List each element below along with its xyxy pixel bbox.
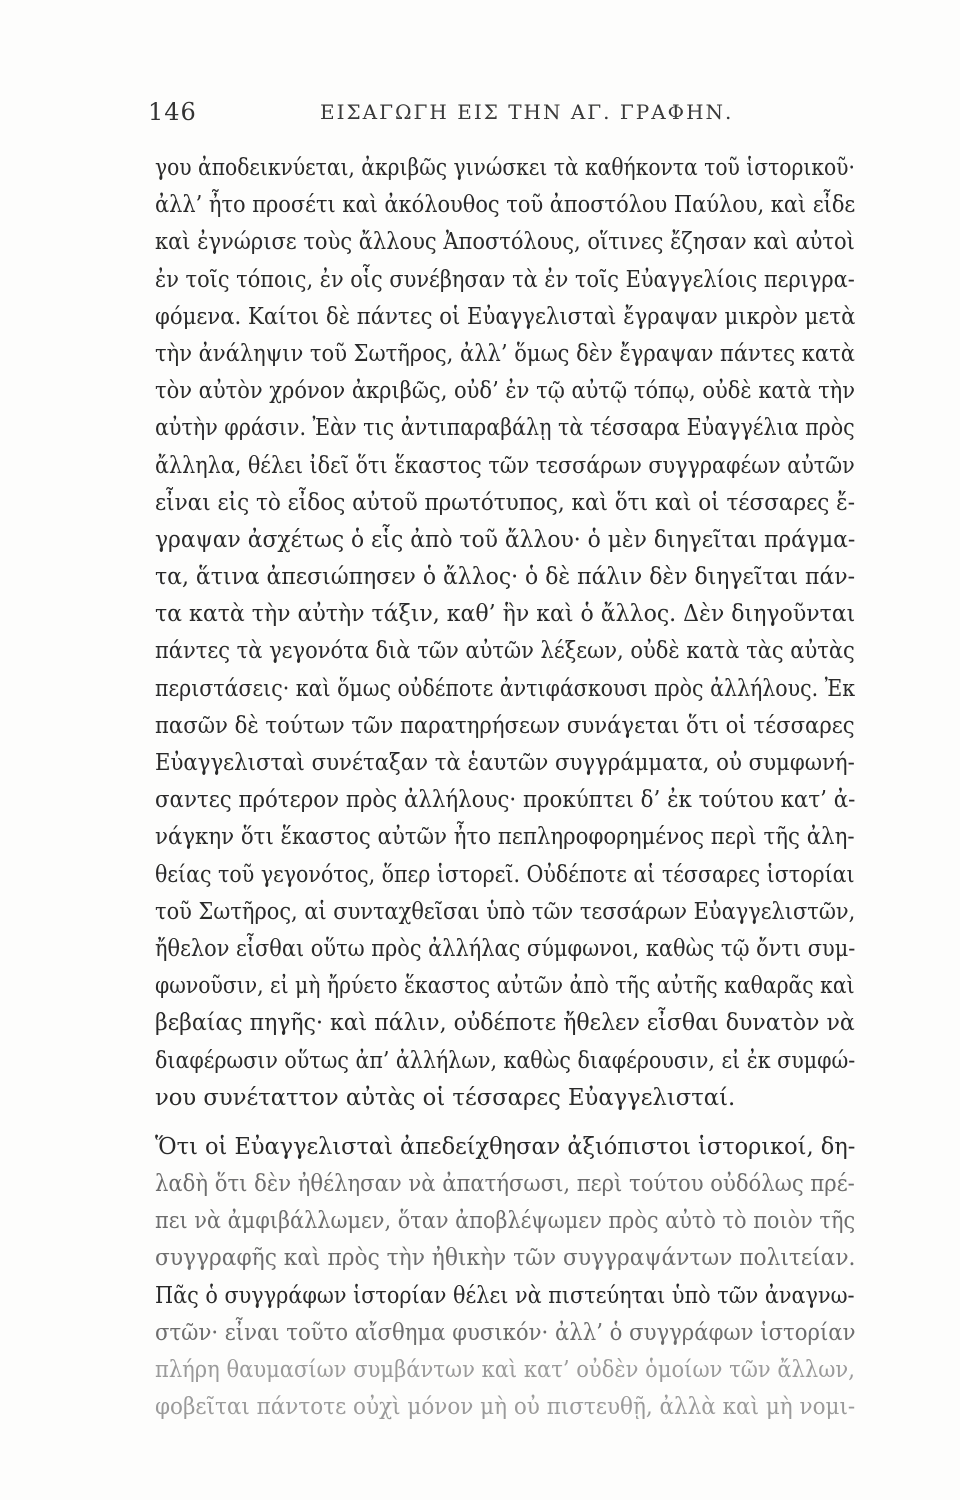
text-line: νάγκην ὅτι ἕκαστος αὐτῶν ἦτο πεπληροφορημένος περὶ τῆς ἀλη- <box>155 824 855 851</box>
text-line: σαντες πρότερον πρὸς ἀλλήλους· προκύπτει δ’ ἐκ τούτου κατ’ ἀ- <box>155 787 856 814</box>
text-line: διαφέρωσιν οὕτως ἀπ’ ἀλλήλων, καθὼς διαφέρουσιν, εἰ ἐκ συμφώ- <box>155 1047 856 1074</box>
text-line: φοβεῖται πάντοτε οὐχὶ μόνον μὴ οὐ πιστευθῇ, ἀλλὰ καὶ μὴ νομι- <box>155 1394 856 1421</box>
text-line: γραψαν ἀσχέτως ὁ εἷς ἀπὸ τοῦ ἄλλου· ὁ μὲν διηγεῖται πράγμα- <box>155 526 856 553</box>
body-text <box>155 150 865 1426</box>
text-line: βεβαίας πηγῆς· καὶ πάλιν, οὐδέποτε ἤθελεν εἶσθαι δυνατὸν νὰ <box>155 1010 855 1037</box>
text-line: πάντες τὰ γεγονότα διὰ τῶν αὐτῶν λέξεων, οὐδὲ κατὰ τὰς αὐτὰς <box>155 638 855 665</box>
text-line: περιστάσεις· καὶ ὅμως οὐδέποτε ἀντιφάσκουσι πρὸς ἀλλήλους. Ἐκ <box>155 675 856 702</box>
text-line: στῶν· εἶναι τοῦτο αἴσθημα φυσικόν· ἀλλ’ ὁ συγγράφων ἱστορίαν <box>155 1319 856 1346</box>
text-line: νου συνέταττον αὐτὰς οἱ τέσσαρες Εὐαγγελισταί. <box>155 1084 736 1111</box>
text-line: ἄλληλα, θέλει ἰδεῖ ὅτι ἕκαστος τῶν τεσσάρων συγγραφέων αὐτῶν <box>155 452 855 479</box>
text-line: θείας τοῦ γεγονότος, ὅπερ ἱστορεῖ. Οὐδέποτε αἱ τέσσαρες ἱστορίαι <box>155 861 855 888</box>
text-line: συγγραφῆς καὶ πρὸς τὴν ἠθικὴν τῶν συγγραψάντων πολιτείαν. <box>155 1245 856 1272</box>
page-number: 146 <box>148 98 197 126</box>
text-line: ἐν τοῖς τόποις, ἐν οἷς συνέβησαν τὰ ἐν τοῖς Εὐαγγελίοις περιγρα- <box>155 266 855 293</box>
text-line: πει νὰ ἀμφιβάλλωμεν, ὅταν ἀποβλέψωμεν πρὸς αὐτὸ τὸ ποιὸν τῆς <box>155 1208 856 1235</box>
text-line: ἤθελον εἶσθαι οὕτω πρὸς ἀλλήλας σύμφωνοι, καθὼς τῷ ὄντι συμ- <box>155 935 856 962</box>
text-line: γου ἀποδεικνύεται, ἀκριβῶς γινώσκει τὰ καθήκοντα τοῦ ἱστορικοῦ· <box>155 155 855 181</box>
text-line: τοῦ Σωτῆρος, αἱ συνταχθεῖσαι ὑπὸ τῶν τεσσάρων Εὐαγγελιστῶν, <box>155 898 856 925</box>
text-line: τὴν ἀνάληψιν τοῦ Σωτῆρος, ἀλλ’ ὅμως δὲν ἔγραψαν πάντες κατὰ <box>155 340 855 367</box>
text-line: φωνοῦσιν, εἰ μὴ ἤρύετο ἕκαστος αὐτῶν ἀπὸ τῆς αὐτῆς καθαρᾶς καὶ <box>155 973 855 1000</box>
paragraph-2 <box>155 1129 865 1427</box>
text-line: φόμενα. Καίτοι δὲ πάντες οἱ Εὐαγγελισταὶ ἔγραψαν μικρὸν μετὰ <box>155 303 856 330</box>
text-line: τὸν αὐτὸν χρόνον ἀκριβῶς, οὐδ’ ἐν τῷ αὐτῷ τόπῳ, οὐδὲ κατὰ τὴν <box>155 378 856 405</box>
text-line: Εὐαγγελισταὶ συνέταξαν τὰ ἑαυτῶν συγγράμματα, οὐ συμφωνή- <box>155 750 855 776</box>
paragraph-break <box>155 1117 865 1129</box>
text-line: εἶναι εἰς τὸ εἶδος αὐτοῦ πρωτότυπος, καὶ ὅτι καὶ οἱ τέσσαρες ἔ- <box>155 489 855 516</box>
text-line: πασῶν δὲ τούτων τῶν παρατηρήσεων συνάγεται ὅτι οἱ τέσσαρες <box>155 712 855 739</box>
page-header <box>148 98 868 138</box>
text-line: αὐτὴν φράσιν. Ἐὰν τις ἀντιπαραβάλῃ τὰ τέσσαρα Εὐαγγέλια πρὸς <box>155 415 855 442</box>
paragraph-1 <box>155 150 865 1117</box>
running-head: ΕΙΣΑΓΩΓΗ ΕΙΣ ΤΗΝ ΑΓ. ΓΡΑΦΗΝ. <box>320 100 734 124</box>
text-line: καὶ ἐγνώρισε τοὺς ἄλλους Ἀποστόλους, οἵτινες ἔζησαν καὶ αὐτοὶ <box>155 229 855 256</box>
text-line: λαδὴ ὅτι δὲν ἠθέλησαν νὰ ἀπατήσωσι, περὶ τούτου οὐδόλως πρέ- <box>155 1171 855 1198</box>
text-line: πλήρη θαυμασίων συμβάντων καὶ κατ’ οὐδὲν ὁμοίων τῶν ἄλλων, <box>155 1357 855 1383</box>
text-line: Πᾶς ὁ συγγράφων ἱστορίαν θέλει νὰ πιστεύηται ὑπὸ τῶν ἀναγνω- <box>155 1282 855 1309</box>
text-line: τα, ἅτινα ἀπεσιώπησεν ὁ ἄλλος· ὁ δὲ πάλιν δὲν διηγεῖται πάν- <box>155 564 856 591</box>
text-line: Ὅτι οἱ Εὐαγγελισταὶ ἀπεδείχθησαν ἀξιόπιστοι ἱστορικοί, δη- <box>155 1133 856 1160</box>
text-line: τα κατὰ τὴν αὐτὴν τάξιν, καθ’ ἣν καὶ ὁ ἄλλος. Δὲν διηγοῦνται <box>155 601 856 628</box>
text-line: ἀλλ’ ἦτο προσέτι καὶ ἀκόλουθος τοῦ ἀποστόλου Παύλου, καὶ εἶδε <box>155 192 856 219</box>
